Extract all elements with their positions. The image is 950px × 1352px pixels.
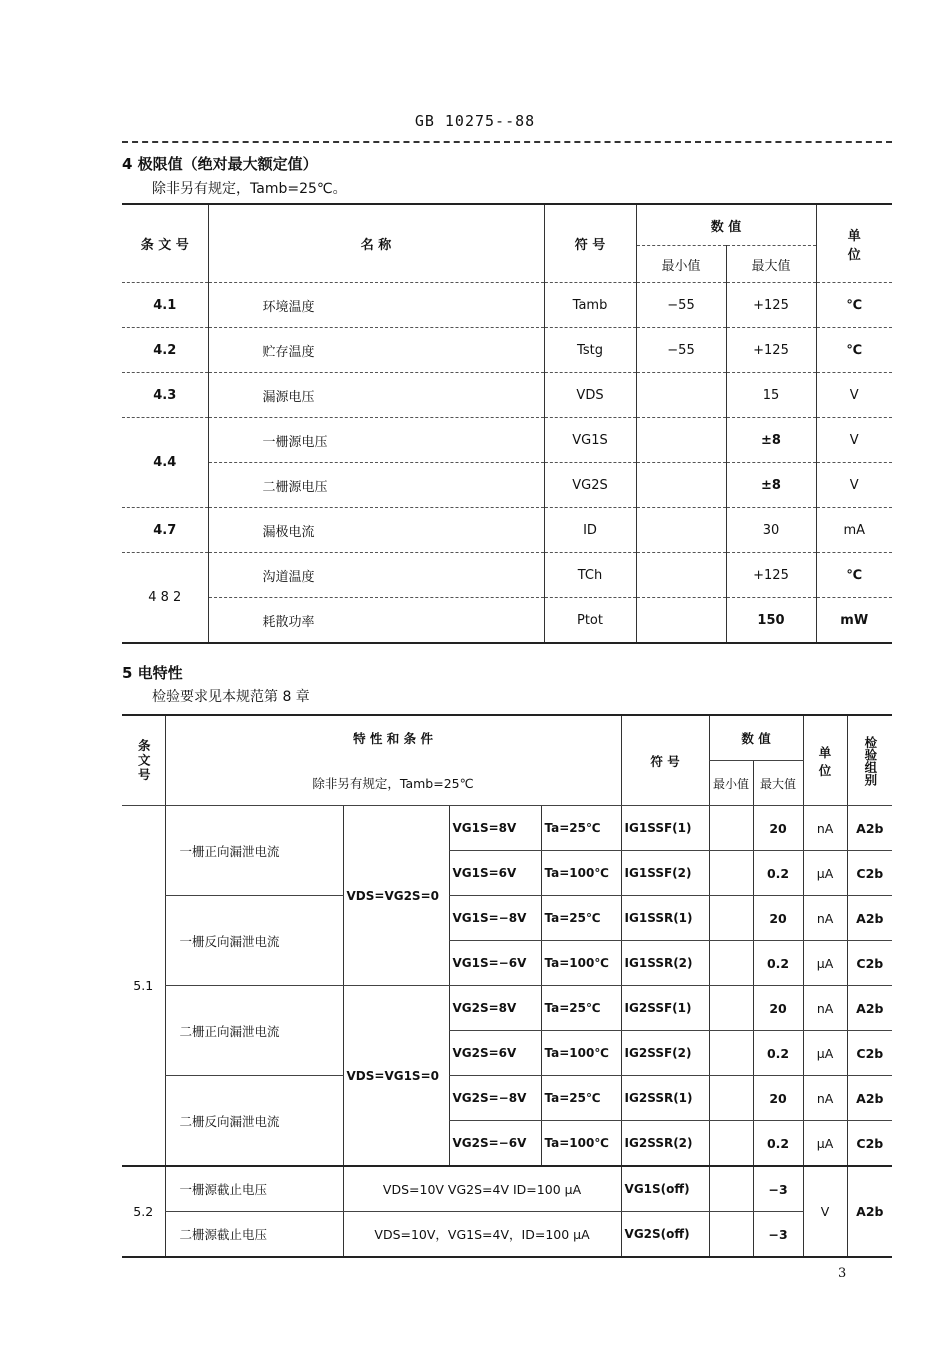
clause-cell: 4.4 <box>122 418 208 508</box>
symbol-cell: VG2S(off) <box>621 1212 709 1258</box>
max-cell: 0.2 <box>753 1121 803 1167</box>
col-clause: 条文号 <box>122 715 165 806</box>
unit-cell: nA <box>803 986 847 1031</box>
temp-cell: Ta=25℃ <box>541 806 621 851</box>
section5-title: 5 电特性 <box>122 664 183 682</box>
temp-cell: Ta=25℃ <box>541 896 621 941</box>
max-cell: 0.2 <box>753 941 803 986</box>
group-cell: A2b <box>847 806 892 851</box>
symbol-cell: VDS <box>544 373 636 418</box>
symbol-cell: IG1SSF(2) <box>621 851 709 896</box>
min-cell <box>709 986 753 1031</box>
voltage-cell: VG1S=8V <box>449 806 541 851</box>
group-cell: A2b <box>847 986 892 1031</box>
min-cell <box>709 1121 753 1167</box>
symbol-cell: TCh <box>544 553 636 598</box>
limit-values-table <box>122 203 892 644</box>
max-cell: 30 <box>726 508 816 553</box>
min-cell <box>709 851 753 896</box>
table-row <box>122 373 892 418</box>
min-cell <box>636 598 726 644</box>
condition-cell: VDS=10V，VG1S=4V，ID=100 μA <box>343 1212 621 1258</box>
col-characteristics: 特 性 和 条 件 <box>165 715 621 761</box>
symbol-cell: IG2SSR(2) <box>621 1121 709 1167</box>
max-cell: 20 <box>753 1076 803 1121</box>
symbol-cell: IG2SSR(1) <box>621 1076 709 1121</box>
document-header: GB 10275--88 <box>414 112 536 130</box>
temp-cell: Ta=100℃ <box>541 1031 621 1076</box>
unit-cell: ℃ <box>816 328 892 373</box>
group-cell: C2b <box>847 1031 892 1076</box>
temp-cell: Ta=100℃ <box>541 1121 621 1167</box>
name-cell: 贮存温度 <box>208 328 544 373</box>
condition-cell: VDS=10V VG2S=4V ID=100 μA <box>343 1166 621 1212</box>
symbol-cell: VG1S <box>544 418 636 463</box>
col-symbol: 符 号 <box>544 204 636 283</box>
max-cell: 0.2 <box>753 1031 803 1076</box>
unit-cell: μA <box>803 1031 847 1076</box>
group-cell: A2b <box>847 1076 892 1121</box>
temp-cell: Ta=25℃ <box>541 986 621 1031</box>
col-symbol: 符 号 <box>621 715 709 806</box>
max-cell: 20 <box>753 806 803 851</box>
section4-title: 4 极限值（绝对最大额定值） <box>122 155 318 173</box>
group-cell: A2b <box>847 1166 892 1257</box>
table-row <box>122 896 892 941</box>
table-row <box>122 463 892 508</box>
unit-cell: ℃ <box>816 283 892 328</box>
min-cell <box>636 508 726 553</box>
min-cell <box>709 1166 753 1212</box>
bias-cell: VDS=VG1S=0 <box>343 986 449 1167</box>
max-cell: ±8 <box>726 418 816 463</box>
max-cell: +125 <box>726 328 816 373</box>
group-cell: C2b <box>847 941 892 986</box>
symbol-cell: IG2SSF(1) <box>621 986 709 1031</box>
temp-cell: Ta=100℃ <box>541 941 621 986</box>
symbol-cell: IG1SSR(1) <box>621 896 709 941</box>
unit-cell: nA <box>803 806 847 851</box>
section4-note: 除非另有规定，Tamb=25℃。 <box>152 181 347 197</box>
max-cell: 0.2 <box>753 851 803 896</box>
unit-cell: μA <box>803 941 847 986</box>
voltage-cell: VG2S=−6V <box>449 1121 541 1167</box>
max-cell: 150 <box>726 598 816 644</box>
max-cell: ±8 <box>726 463 816 508</box>
name-cell: 一栅源电压 <box>208 418 544 463</box>
clause-cell: 4.2 <box>122 328 208 373</box>
temp-cell: Ta=25℃ <box>541 1076 621 1121</box>
col-max: 最大值 <box>726 246 816 283</box>
name-cell: 一栅正向漏泄电流 <box>165 806 343 896</box>
header-rule <box>122 141 892 143</box>
min-cell <box>709 806 753 851</box>
min-cell <box>709 941 753 986</box>
max-cell: −3 <box>753 1166 803 1212</box>
name-cell: 二栅源电压 <box>208 463 544 508</box>
symbol-cell: Tstg <box>544 328 636 373</box>
max-cell: 20 <box>753 896 803 941</box>
table-row <box>122 1212 892 1258</box>
col-unit: 单 位 <box>816 204 892 283</box>
name-cell: 沟道温度 <box>208 553 544 598</box>
min-cell <box>709 1212 753 1258</box>
min-cell: −55 <box>636 283 726 328</box>
col-value: 数 值 <box>709 715 803 761</box>
clause-cell: 4.1 <box>122 283 208 328</box>
min-cell <box>636 373 726 418</box>
min-cell <box>636 463 726 508</box>
max-cell: −3 <box>753 1212 803 1258</box>
table-row <box>122 598 892 644</box>
col-min: 最小值 <box>636 246 726 283</box>
name-cell: 环境温度 <box>208 283 544 328</box>
voltage-cell: VG2S=6V <box>449 1031 541 1076</box>
voltage-cell: VG2S=8V <box>449 986 541 1031</box>
name-cell: 二栅正向漏泄电流 <box>165 986 343 1076</box>
table-row <box>122 986 892 1031</box>
min-cell <box>636 418 726 463</box>
min-cell <box>636 553 726 598</box>
table-row <box>122 806 892 851</box>
col-unit: 单 位 <box>803 715 847 806</box>
electrical-characteristics-table <box>122 714 892 1258</box>
symbol-cell: IG1SSF(1) <box>621 806 709 851</box>
name-cell: 漏源电压 <box>208 373 544 418</box>
min-cell <box>709 1031 753 1076</box>
min-cell <box>709 1076 753 1121</box>
name-cell: 一栅源截止电压 <box>165 1166 343 1212</box>
group-cell: C2b <box>847 1121 892 1167</box>
name-cell: 二栅源截止电压 <box>165 1212 343 1258</box>
unit-cell: mW <box>816 598 892 644</box>
clause-cell: 5.1 <box>122 806 165 1167</box>
temp-cell: Ta=100℃ <box>541 851 621 896</box>
col-max: 最大值 <box>753 761 803 806</box>
col-group: 检验组别 <box>847 715 892 806</box>
group-cell: C2b <box>847 851 892 896</box>
max-cell: +125 <box>726 553 816 598</box>
unit-cell: nA <box>803 896 847 941</box>
symbol-cell: IG1SSR(2) <box>621 941 709 986</box>
name-cell: 漏极电流 <box>208 508 544 553</box>
col-clause: 条 文 号 <box>122 204 208 283</box>
table-row <box>122 283 892 328</box>
clause-cell: 4.3 <box>122 373 208 418</box>
table-row <box>122 508 892 553</box>
max-cell: +125 <box>726 283 816 328</box>
voltage-cell: VG2S=−8V <box>449 1076 541 1121</box>
page-number: 3 <box>838 1266 847 1281</box>
group-cell: A2b <box>847 896 892 941</box>
name-cell: 二栅反向漏泄电流 <box>165 1076 343 1167</box>
max-cell: 15 <box>726 373 816 418</box>
min-cell <box>709 896 753 941</box>
symbol-cell: VG2S <box>544 463 636 508</box>
unit-cell: μA <box>803 851 847 896</box>
min-cell: −55 <box>636 328 726 373</box>
name-cell: 耗散功率 <box>208 598 544 644</box>
symbol-cell: IG2SSF(2) <box>621 1031 709 1076</box>
voltage-cell: VG1S=−8V <box>449 896 541 941</box>
unit-cell: ℃ <box>816 553 892 598</box>
symbol-cell: Tamb <box>544 283 636 328</box>
table-row <box>122 553 892 598</box>
max-cell: 20 <box>753 986 803 1031</box>
table-row <box>122 1166 892 1212</box>
bias-cell: VDS=VG2S=0 <box>343 806 449 986</box>
unit-cell: V <box>803 1166 847 1257</box>
unit-cell: V <box>816 373 892 418</box>
col-min: 最小值 <box>709 761 753 806</box>
unit-cell: V <box>816 463 892 508</box>
section5-note: 检验要求见本规范第 8 章 <box>152 689 310 705</box>
unit-cell: nA <box>803 1076 847 1121</box>
unit-cell: mA <box>816 508 892 553</box>
voltage-cell: VG1S=6V <box>449 851 541 896</box>
table-row <box>122 418 892 463</box>
col-name: 名 称 <box>208 204 544 283</box>
clause-cell: 4 8 2 <box>122 553 208 644</box>
clause-cell: 5.2 <box>122 1166 165 1257</box>
symbol-cell: ID <box>544 508 636 553</box>
table-row <box>122 1076 892 1121</box>
name-cell: 一栅反向漏泄电流 <box>165 896 343 986</box>
unit-cell: V <box>816 418 892 463</box>
symbol-cell: Ptot <box>544 598 636 644</box>
clause-cell: 4.7 <box>122 508 208 553</box>
symbol-cell: VG1S(off) <box>621 1166 709 1212</box>
voltage-cell: VG1S=−6V <box>449 941 541 986</box>
table-row <box>122 328 892 373</box>
unit-cell: μA <box>803 1121 847 1167</box>
col-value: 数 值 <box>636 204 816 246</box>
char-note: 除非另有规定，Tamb=25℃ <box>165 761 621 806</box>
